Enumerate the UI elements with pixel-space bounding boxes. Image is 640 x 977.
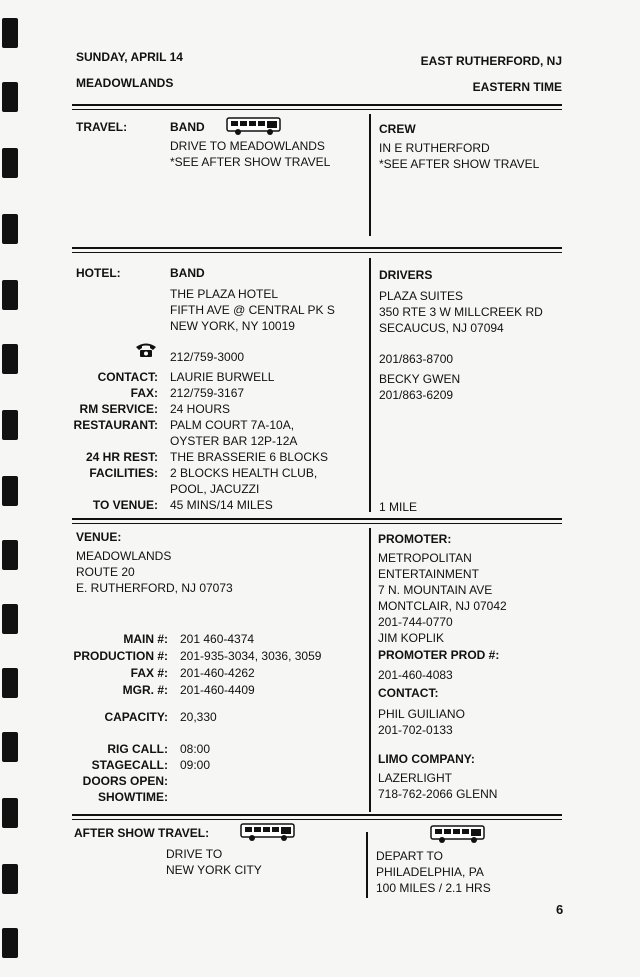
text-line: MEADOWLANDS — [76, 549, 172, 563]
text-line: E. RUTHERFORD, NJ 07073 — [76, 581, 233, 595]
text-line: 350 RTE 3 W MILLCREEK RD — [379, 305, 543, 319]
binding-hole — [2, 864, 18, 894]
drivers-fax: 201/863-6209 — [379, 388, 454, 402]
field-value: OYSTER BAR 12P-12A — [170, 434, 298, 448]
divider — [72, 518, 562, 524]
text-line: LAZERLIGHT — [378, 771, 453, 785]
binding-hole — [2, 148, 18, 178]
text-line: *SEE AFTER SHOW TRAVEL — [170, 155, 331, 169]
header-timezone: EASTERN TIME — [472, 80, 562, 94]
travel-crew-details — [379, 140, 539, 172]
promoter-contact-label: CONTACT: — [378, 686, 439, 700]
field-label: FACILITIES: — [89, 466, 158, 480]
header-location: EAST RUTHERFORD, NJ — [420, 54, 562, 68]
text-line: *SEE AFTER SHOW TRAVEL — [379, 157, 540, 171]
travel-label: TRAVEL: — [76, 120, 128, 134]
binding-hole — [2, 82, 18, 112]
text-line: NEW YORK, NY 10019 — [170, 319, 295, 333]
promoter-prod-value: 201-460-4083 — [378, 668, 453, 682]
hotel-label: HOTEL: — [76, 266, 121, 280]
field-value: 08:00 — [180, 742, 211, 756]
column-divider — [366, 832, 368, 898]
field-value: THE BRASSERIE 6 BLOCKS — [170, 450, 329, 464]
text-line: 100 MILES / 2.1 HRS — [376, 881, 491, 895]
field-label: TO VENUE: — [92, 498, 158, 512]
text-line: METROPOLITAN — [378, 551, 472, 565]
text-line: 718-762-2066 GLENN — [378, 787, 498, 801]
field-value: 201-460-4262 — [180, 666, 255, 680]
text-line: 201-744-0770 — [378, 615, 453, 629]
binding-hole — [2, 476, 18, 506]
text-line: ENTERTAINMENT — [378, 567, 479, 581]
field-label: DOORS OPEN: — [82, 774, 168, 788]
spiral-binding — [0, 0, 24, 977]
text-line: IN E RUTHERFORD — [379, 141, 490, 155]
capacity-label: CAPACITY: — [104, 710, 168, 724]
field-label: RESTAURANT: — [73, 418, 158, 432]
field-value: 09:00 — [180, 758, 211, 772]
column-divider — [369, 114, 371, 236]
field-value: 2 BLOCKS HEALTH CLUB, — [170, 466, 318, 480]
text-line: DRIVE TO — [166, 847, 223, 861]
field-label: 24 HR REST: — [85, 450, 158, 464]
text-line: DEPART TO — [376, 849, 443, 863]
text-line: JIM KOPLIK — [378, 631, 445, 645]
bus-icon — [240, 822, 296, 842]
field-label: MGR. #: — [122, 683, 168, 697]
binding-hole — [2, 604, 18, 634]
text-line: PLAZA SUITES — [379, 289, 464, 303]
after-show-left — [166, 846, 262, 878]
field-value: 45 MINS/14 MILES — [170, 498, 273, 512]
field-value: POOL, JACUZZI — [170, 482, 260, 496]
binding-hole — [2, 18, 18, 48]
binding-hole — [2, 280, 18, 310]
text-line: 201-702-0133 — [378, 723, 453, 737]
binding-hole — [2, 668, 18, 698]
drivers-distance: 1 MILE — [379, 500, 418, 514]
promoter-details — [378, 550, 507, 646]
page-number: 6 — [556, 902, 564, 917]
binding-hole — [2, 732, 18, 762]
drivers-contact: BECKY GWEN — [379, 372, 461, 386]
field-label: FAX: — [130, 386, 158, 400]
field-label: MAIN #: — [123, 632, 168, 646]
binding-hole — [2, 798, 18, 828]
drivers-title: DRIVERS — [379, 268, 433, 282]
venue-address — [76, 548, 233, 596]
hotel-band-title: BAND — [170, 266, 205, 280]
hotel-band-phone: 212/759-3000 — [170, 350, 245, 364]
field-value: 24 HOURS — [170, 402, 231, 416]
field-label: FAX #: — [130, 666, 168, 680]
hotel-band-address — [170, 286, 335, 334]
travel-band-title: BAND — [170, 120, 205, 134]
divider — [72, 247, 562, 253]
field-value: 201-460-4409 — [180, 683, 255, 697]
text-line: DRIVE TO MEADOWLANDS — [170, 139, 325, 153]
binding-hole — [2, 214, 18, 244]
field-value: 201-935-3034, 3036, 3059 — [180, 649, 322, 663]
field-value: 212/759-3167 — [170, 386, 245, 400]
promoter-label: PROMOTER: — [378, 532, 452, 546]
drivers-address — [379, 288, 543, 336]
after-show-label: AFTER SHOW TRAVEL: — [74, 826, 210, 840]
field-label: RM SERVICE: — [79, 402, 158, 416]
divider — [72, 814, 562, 820]
limo-label: LIMO COMPANY: — [378, 752, 475, 766]
field-value: 201 460-4374 — [180, 632, 255, 646]
promoter-contact-details — [378, 706, 465, 738]
travel-crew-title: CREW — [379, 122, 416, 136]
text-line: MONTCLAIR, NJ 07042 — [378, 599, 507, 613]
column-divider — [369, 528, 371, 812]
capacity-value: 20,330 — [180, 710, 217, 724]
text-line: SECAUCUS, NJ 07094 — [379, 321, 504, 335]
binding-hole — [2, 410, 18, 440]
field-label: PRODUCTION #: — [73, 649, 168, 663]
travel-band-details — [170, 138, 330, 170]
field-label: STAGECALL: — [91, 758, 168, 772]
field-label: RIG CALL: — [107, 742, 168, 756]
drivers-phone: 201/863-8700 — [379, 352, 454, 366]
binding-hole — [2, 344, 18, 374]
column-divider — [369, 258, 371, 512]
telephone-icon — [135, 342, 157, 358]
field-value: LAURIE BURWELL — [170, 370, 275, 384]
field-value: PALM COURT 7A-10A, — [170, 418, 295, 432]
after-show-right — [376, 848, 491, 896]
text-line: 7 N. MOUNTAIN AVE — [378, 583, 493, 597]
bus-icon — [430, 824, 486, 844]
venue-label: VENUE: — [76, 530, 122, 544]
text-line: FIFTH AVE @ CENTRAL PK S — [170, 303, 335, 317]
promoter-prod-label: PROMOTER PROD #: — [378, 648, 500, 662]
text-line: ROUTE 20 — [76, 565, 135, 579]
text-line: THE PLAZA HOTEL — [170, 287, 279, 301]
header-venue: MEADOWLANDS — [76, 76, 174, 90]
binding-hole — [2, 540, 18, 570]
bus-icon — [226, 116, 282, 136]
limo-details — [378, 770, 497, 802]
divider — [72, 104, 562, 110]
header-date: SUNDAY, APRIL 14 — [76, 50, 183, 64]
text-line: PHILADELPHIA, PA — [376, 865, 484, 879]
text-line: PHIL GUILIANO — [378, 707, 465, 721]
binding-hole — [2, 928, 18, 958]
text-line: NEW YORK CITY — [166, 863, 262, 877]
field-label: CONTACT: — [97, 370, 158, 384]
field-label: SHOWTIME: — [98, 790, 168, 804]
